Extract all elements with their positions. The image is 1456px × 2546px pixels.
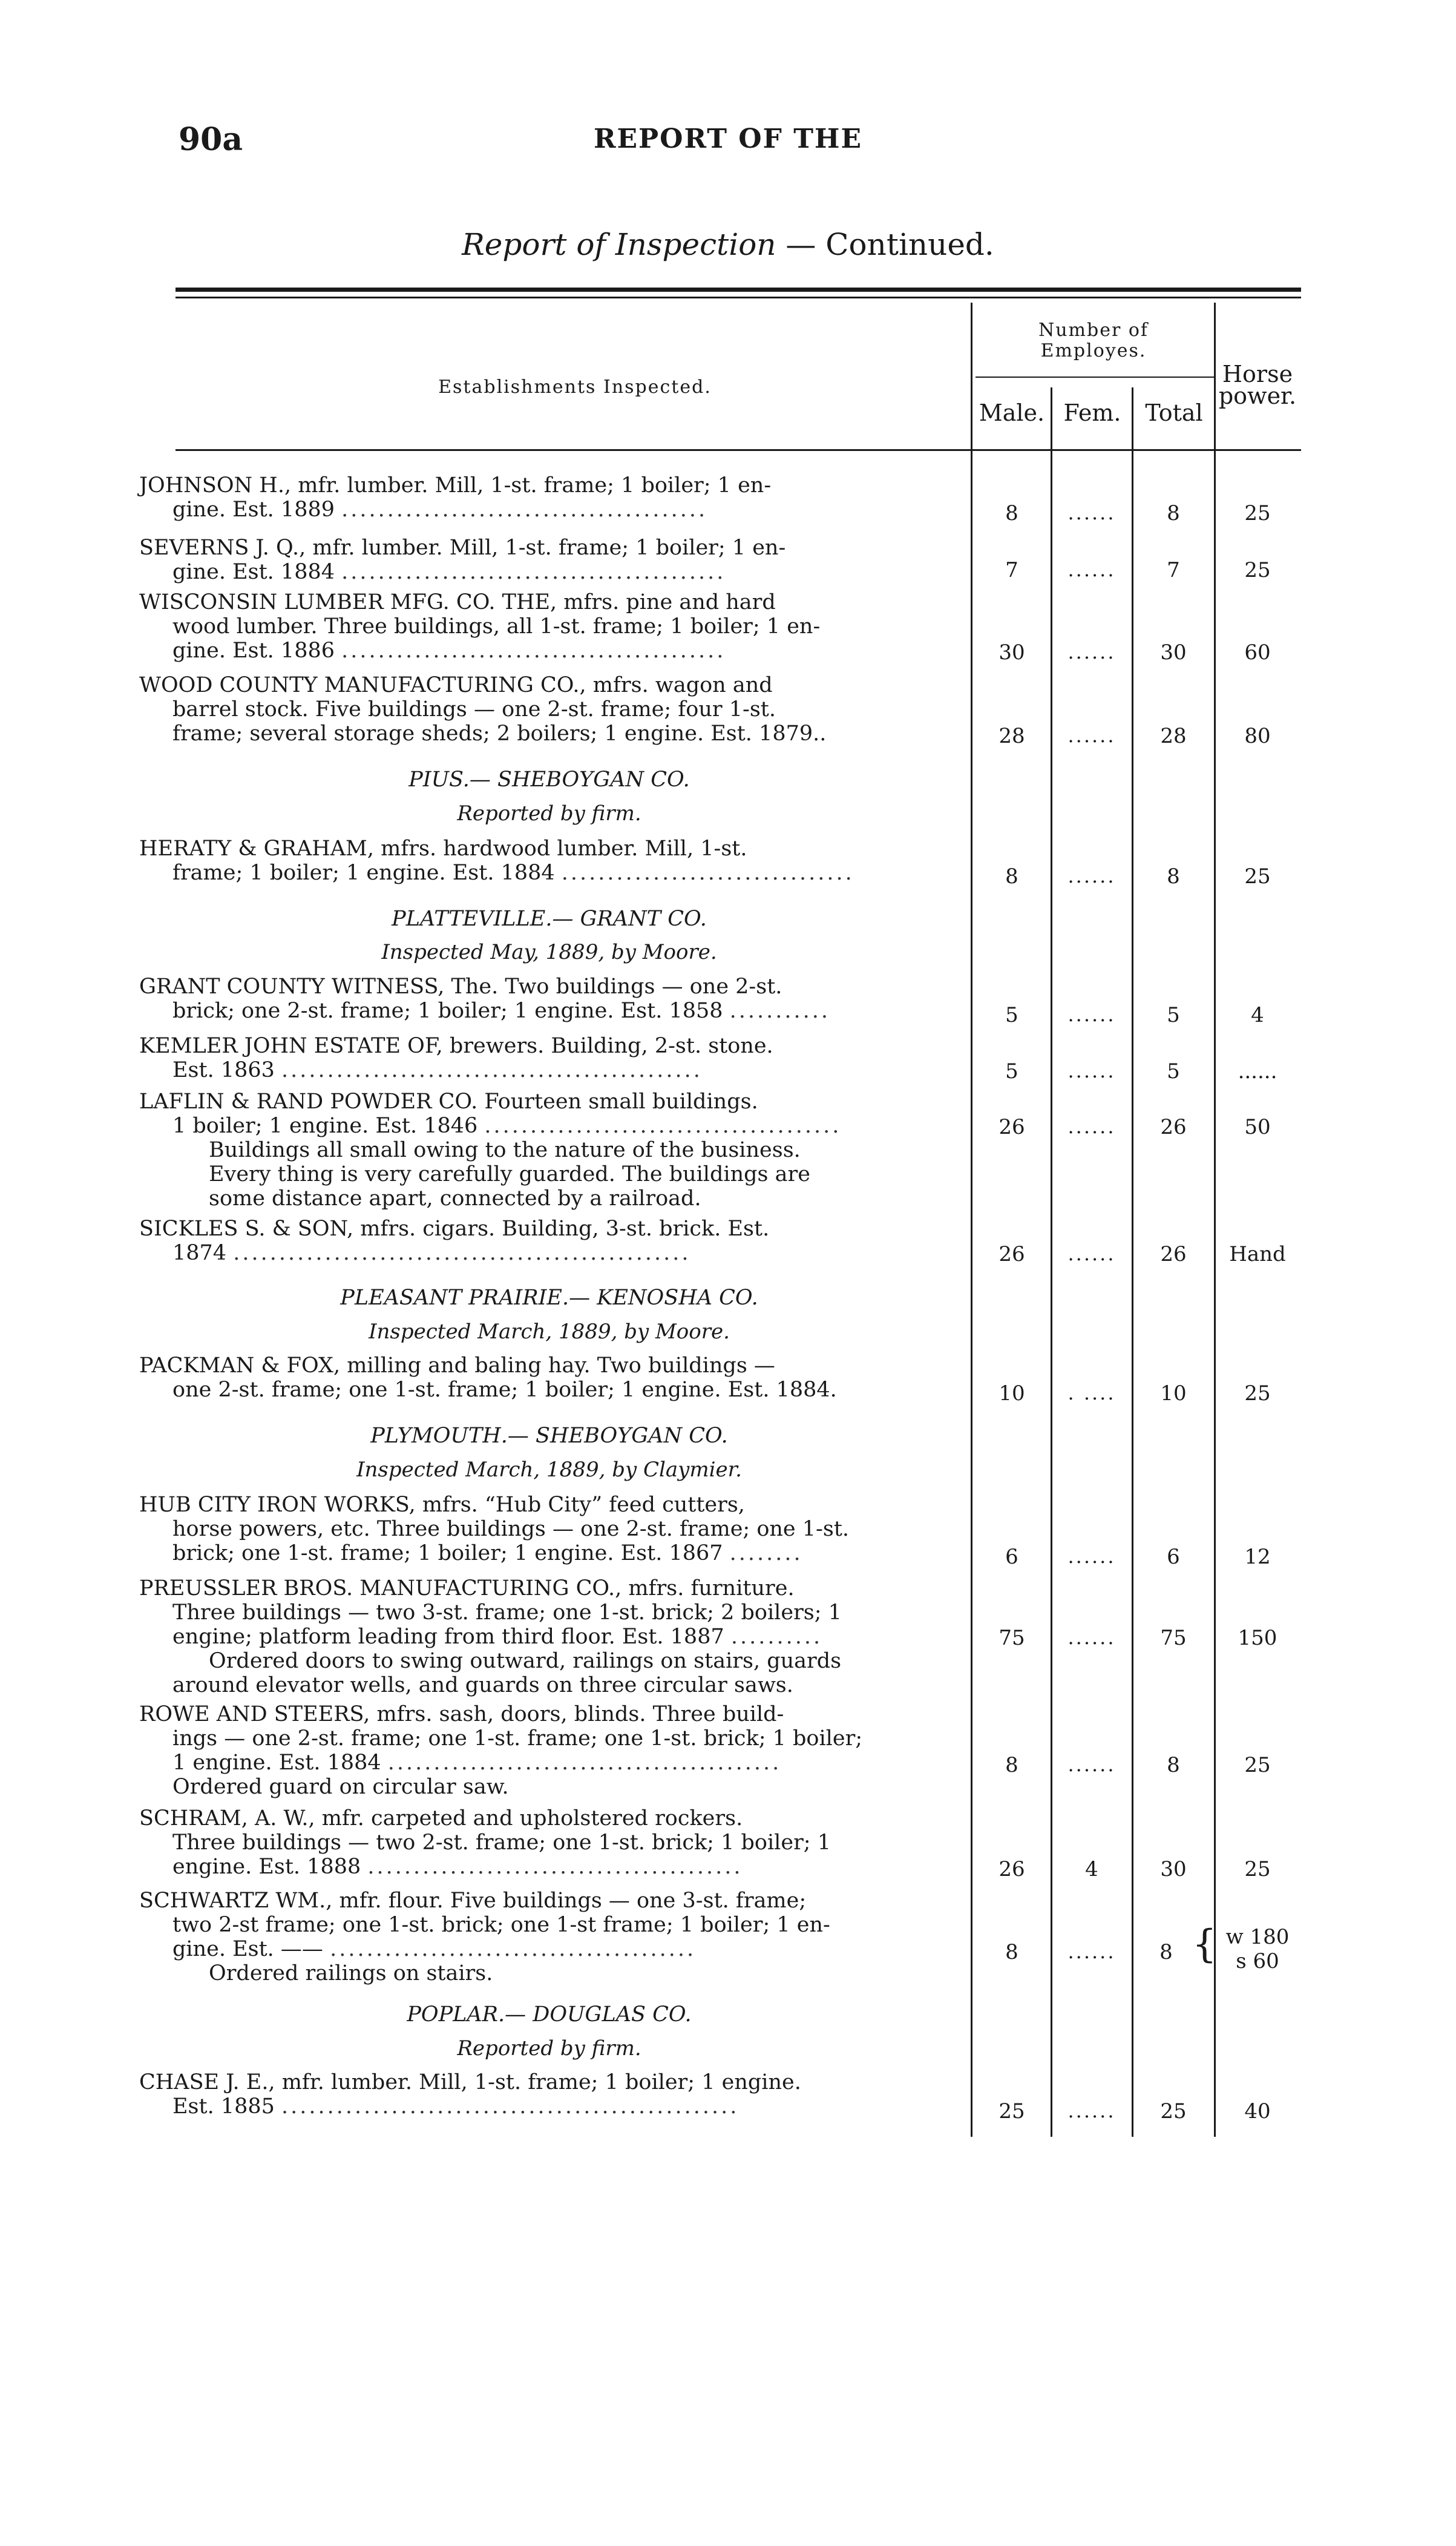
horsepower-value: 4	[1251, 1003, 1264, 1027]
list-item: WOOD COUNTY MANUFACTURING CO., mfrs. wagon and barrel stock. Five buildings — one 2-st. frame; four 1-st. frame; several storage sheds; 2 boilers; 1 engine. Est. 1879..	[139, 673, 827, 746]
horsepower-value: 60	[1244, 640, 1271, 665]
total-count: 28	[1160, 724, 1187, 748]
subtitle-rest: — Continued.	[776, 227, 994, 262]
list-item: GRANT COUNTY WITNESS, The. Two buildings — one 2-st. brick; one 2-st. frame; 1 boiler; 1 engine. Est. 1858 ...........	[139, 975, 831, 1023]
fem-count: ......	[1067, 724, 1116, 747]
horsepower-value: 12	[1244, 1545, 1271, 1569]
male-count: 26	[999, 1242, 1025, 1266]
male-count: 5	[1005, 1003, 1018, 1027]
total-count: 26	[1160, 1242, 1187, 1266]
top-rule-thick	[175, 288, 1301, 292]
male-count: 26	[999, 1857, 1025, 1881]
horsepower-value: 25	[1244, 864, 1271, 889]
male-count: 26	[999, 1115, 1025, 1139]
male-count: 6	[1005, 1545, 1018, 1569]
list-item: WISCONSIN LUMBER MFG. CO. THE, mfrs. pine and hard wood lumber. Three buildings, all 1-st. frame; 1 boiler; 1 en- gine. Est. 1886 ..........................................	[139, 590, 821, 663]
section-note: Reported by firm.	[457, 2036, 641, 2061]
header-fem: Fem.	[1063, 400, 1121, 426]
section-note: Inspected March, 1889, by Claymier.	[356, 1458, 742, 1482]
fem-count: 4	[1085, 1857, 1098, 1881]
horsepower-value: 25	[1244, 1381, 1271, 1406]
male-count: 8	[1005, 501, 1018, 525]
section-heading: PLEASANT PRAIRIE.— KENOSHA CO.	[340, 1286, 758, 1310]
list-item: SCHRAM, A. W., mfr. carpeted and upholstered rockers. Three buildings — two 2-st. frame; one 1-st. brick; 1 boiler; 1 engine. Est. 1888 .........................................	[139, 1806, 831, 1879]
list-item: CHASE J. E., mfr. lumber. Mill, 1-st. frame; 1 boiler; 1 engine. Est. 1885 ..................................................	[139, 2070, 801, 2119]
list-item: SCHWARTZ WM., mfr. flour. Five buildings — one 3-st. frame; two 2-st frame; one 1-st. brick; one 1-st frame; 1 boiler; 1 en- gine. Est. —— ........................................ Ordered railings on stairs.	[139, 1889, 830, 1985]
list-item: JOHNSON H., mfr. lumber. Mill, 1-st. frame; 1 boiler; 1 en- gine. Est. 1889 ........................................	[139, 473, 772, 522]
list-item: SICKLES S. & SON, mfrs. cigars. Building, 3-st. brick. Est. 1874 ..................................................	[139, 1217, 770, 1265]
total-count: 25	[1160, 2099, 1187, 2123]
header-horsepower-2: power.	[1218, 383, 1297, 409]
male-count: 25	[999, 2099, 1025, 2123]
horsepower-value: ......	[1238, 1059, 1277, 1084]
horsepower-water: w 180	[1225, 1925, 1290, 1949]
male-count: 75	[999, 1626, 1025, 1650]
total-count: 5	[1167, 1003, 1180, 1027]
list-item: KEMLER JOHN ESTATE OF, brewers. Building, 2-st. stone. Est. 1863 ..............................................	[139, 1034, 773, 1082]
list-item: PREUSSLER BROS. MANUFACTURING CO., mfrs. furniture. Three buildings — two 3-st. frame; one 1-st. brick; 2 boilers; 1 engine; platform leading from third floor. Est. 1887 .......... Ordered doors to swing outward, railings on stairs, guards around elevator wells, and guards on three circular saws.	[139, 1576, 842, 1697]
header-employes-2: Employes.	[1040, 340, 1147, 361]
header-establishments: Establishments Inspected.	[438, 377, 712, 398]
horsepower-value: 40	[1244, 2099, 1271, 2123]
horsepower-value: 25	[1244, 501, 1271, 525]
list-item: ROWE AND STEERS, mfrs. sash, doors, blinds. Three build- ings — one 2-st. frame; one 1-st. frame; one 1-st. brick; 1 boiler; 1 engine. Est. 1884 ........................................... Ordered guard on circular saw.	[139, 1702, 863, 1799]
male-count: 30	[999, 640, 1025, 665]
total-count: 7	[1167, 558, 1180, 582]
total-count: 8	[1159, 1940, 1173, 1964]
list-item: PACKMAN & FOX, milling and baling hay. Two buildings — one 2-st. frame; one 1-st. frame; 1 boiler; 1 engine. Est. 1884.	[139, 1354, 837, 1402]
top-rule-thin	[175, 297, 1301, 298]
running-head: REPORT OF THE	[593, 123, 863, 154]
fem-count: ......	[1067, 1059, 1116, 1082]
horsepower-value: 25	[1244, 1753, 1271, 1777]
male-count: 10	[999, 1381, 1025, 1406]
male-count: 5	[1005, 1059, 1018, 1084]
list-item: HERATY & GRAHAM, mfrs. hardwood lumber. Mill, 1-st. frame; 1 boiler; 1 engine. Est. 1884 ................................	[139, 837, 854, 885]
total-count: 8	[1167, 1753, 1180, 1777]
horsepower-value: Hand	[1229, 1242, 1286, 1266]
total-count: 6	[1167, 1545, 1180, 1569]
section-heading: PLATTEVILLE.— GRANT CO.	[392, 907, 707, 931]
horsepower-value: 150	[1238, 1626, 1277, 1650]
header-total: Total	[1145, 400, 1203, 426]
header-horsepower-1: Horse	[1222, 361, 1293, 387]
horsepower-value: 25	[1244, 1857, 1271, 1881]
brace-icon: {	[1192, 1922, 1217, 1967]
fem-count: ......	[1067, 2099, 1116, 2122]
list-item: SEVERNS J. Q., mfr. lumber. Mill, 1-st. frame; 1 boiler; 1 en- gine. Est. 1884 ..........................................	[139, 536, 786, 584]
section-note: Inspected March, 1889, by Moore.	[369, 1320, 730, 1344]
male-count: 8	[1005, 1753, 1018, 1777]
header-male: Male.	[979, 400, 1045, 426]
total-count: 5	[1167, 1059, 1180, 1084]
fem-count: ......	[1067, 1545, 1116, 1568]
fem-count: ......	[1067, 1626, 1116, 1649]
header-employes-1: Number of	[1038, 320, 1149, 341]
list-item: LAFLIN & RAND POWDER CO. Fourteen small buildings. 1 boiler; 1 engine. Est. 1846 ....................................... Buildings all small owing to the nature of the business. Every thing is very carefully guarded. The buildings are some distance apart, connected by a railroad.	[139, 1090, 842, 1211]
fem-count: ......	[1067, 640, 1116, 663]
subtitle-italic: Report of Inspection	[462, 227, 776, 262]
section-note: Reported by firm.	[457, 801, 641, 826]
total-count: 10	[1160, 1381, 1187, 1406]
section-note: Inspected May, 1889, by Moore.	[381, 940, 717, 964]
section-heading: PIUS.— SHEBOYGAN CO.	[408, 768, 690, 792]
horsepower-steam: s 60	[1236, 1949, 1279, 1973]
fem-count: . ....	[1067, 1381, 1116, 1404]
fem-count: ......	[1067, 1003, 1116, 1026]
male-count: 28	[999, 724, 1025, 748]
fem-count: ......	[1067, 1242, 1116, 1265]
total-count: 8	[1167, 864, 1180, 889]
fem-count: ......	[1067, 1115, 1116, 1138]
horsepower-value: 25	[1244, 558, 1271, 582]
total-count: 30	[1160, 640, 1187, 665]
total-count: 30	[1160, 1857, 1187, 1881]
header-employes-rule	[976, 377, 1215, 378]
fem-count: ......	[1067, 1753, 1116, 1776]
fem-count: ......	[1067, 558, 1116, 581]
total-count: 75	[1160, 1626, 1187, 1650]
horsepower-value: 80	[1244, 724, 1271, 748]
list-item: HUB CITY IRON WORKS, mfrs. “Hub City” feed cutters, horse powers, etc. Three buildings — one 2-st. frame; one 1-st. brick; one 1-st. frame; 1 boiler; 1 engine. Est. 1867 ........	[139, 1493, 850, 1565]
fem-count: ......	[1067, 864, 1116, 887]
page-subtitle	[0, 227, 1456, 262]
total-count: 26	[1160, 1115, 1187, 1139]
horsepower-value: 50	[1244, 1115, 1271, 1139]
fem-count: ......	[1067, 501, 1116, 524]
section-heading: PLYMOUTH.— SHEBOYGAN CO.	[370, 1424, 728, 1448]
male-count: 8	[1005, 1940, 1018, 1964]
fem-count: ......	[1067, 1940, 1116, 1963]
male-count: 8	[1005, 864, 1018, 889]
male-count: 7	[1005, 558, 1018, 582]
total-count: 8	[1167, 501, 1180, 525]
page-number: 90a	[179, 121, 243, 158]
section-heading: POPLAR.— DOUGLAS CO.	[407, 2002, 692, 2027]
